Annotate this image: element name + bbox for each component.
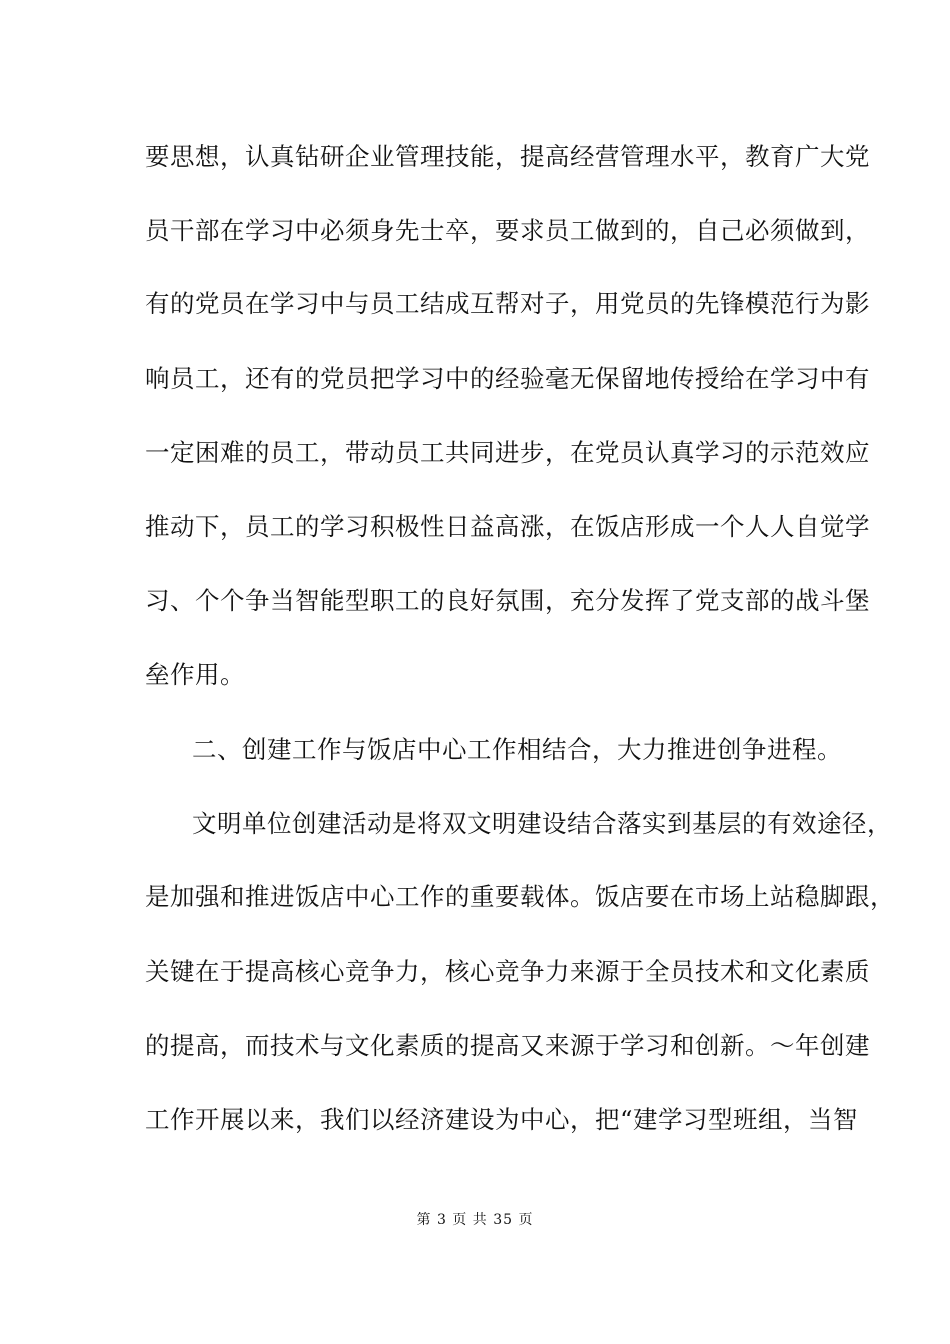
text-line: 是加强和推进饭店中心工作的重要载体。饭店要在市场上站稳脚跟， — [145, 882, 895, 911]
paragraph-first-line: 文明单位创建活动是将双文明建设结合落实到基层的有效途径， — [192, 809, 892, 838]
text-line: 有的党员在学习中与员工结成互帮对子，用党员的先锋模范行为影 — [145, 289, 870, 318]
text-line: 推动下，员工的学习积极性日益高涨，在饭店形成一个人人自觉学 — [145, 512, 870, 541]
page-number-footer: 第 3 页 共 35 页 — [416, 1212, 534, 1228]
text-line: 习、个个争当智能型职工的良好氛围，充分发挥了党支部的战斗堡 — [145, 586, 870, 615]
text-line: 响员工，还有的党员把学习中的经验毫无保留地传授给在学习中有 — [145, 364, 870, 393]
text-line: 一定困难的员工，带动员工共同进步，在党员认真学习的示范效应 — [145, 438, 870, 467]
section-heading: 二、创建工作与饭店中心工作相结合，大力推进创争进程。 — [192, 735, 842, 764]
text-line: 工作开展以来，我们以经济建设为中心，把“建学习型班组，当智 — [145, 1105, 859, 1134]
text-line: 垒作用。 — [145, 660, 245, 689]
text-line: 的提高，而技术与文化素质的提高又来源于学习和创新。～年创建 — [145, 1031, 870, 1060]
text-line: 员干部在学习中必须身先士卒，要求员工做到的，自己必须做到， — [145, 216, 870, 245]
text-line: 关键在于提高核心竞争力，核心竞争力来源于全员技术和文化素质 — [145, 957, 870, 986]
text-line: 要思想，认真钻研企业管理技能，提高经营管理水平，教育广大党 — [145, 142, 870, 171]
